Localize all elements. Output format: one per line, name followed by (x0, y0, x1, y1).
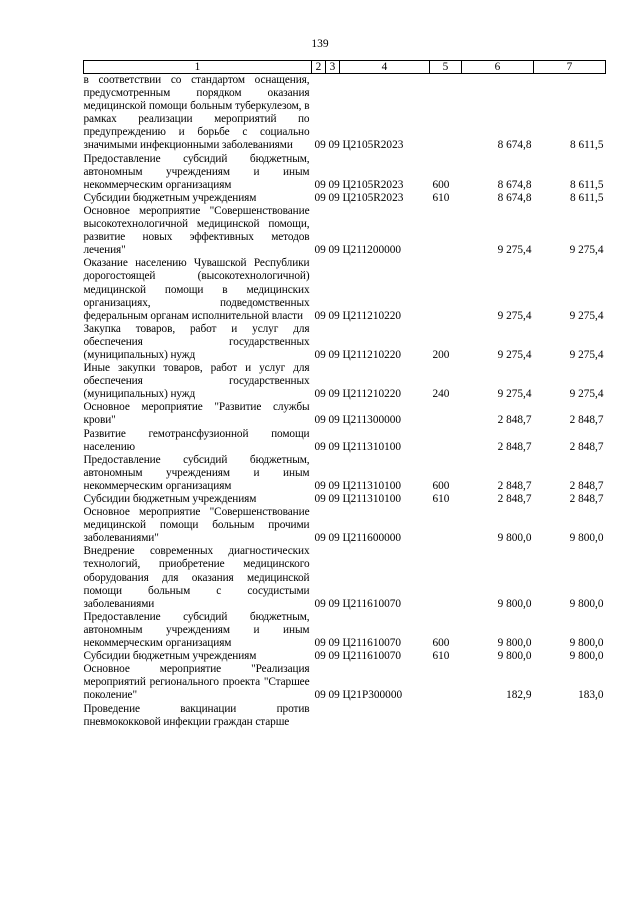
table-row (84, 493, 606, 506)
row-amount-year-2: 9 275,4 (569, 244, 604, 257)
row-expense-type (430, 428, 462, 454)
row-amount-year-1: 8 674,8 (497, 191, 532, 204)
row-target-article: Ц211610070 (342, 650, 402, 663)
row-amount-year-1: 182,9 (506, 689, 532, 702)
row-subsection: 09 (328, 178, 340, 191)
row-expense-type (430, 703, 462, 729)
row-target-article: Ц211300000 (342, 414, 402, 427)
row-subsection: 09 (328, 637, 340, 650)
row-subsection (326, 703, 340, 729)
row-section: 09 (314, 348, 326, 361)
column-header-4: 4 (340, 61, 430, 74)
row-section: 09 (314, 597, 326, 610)
row-name: Предоставление субсидий бюджетным, автономным учреждениям и иным некоммерческим организациям (83, 453, 310, 492)
table-row (84, 257, 606, 322)
row-subsection: 09 (328, 479, 340, 492)
row-amount-year-1: 8 674,8 (497, 178, 532, 191)
row-name: Основное мероприятие "Совершенствование высокотехнологичной медицинской помощи, развитие новых эффективных методов лечения" (83, 204, 310, 257)
row-subsection: 09 (328, 689, 340, 702)
table-row (84, 153, 606, 192)
row-target-article: Ц211310100 (342, 493, 402, 505)
table-row (84, 362, 606, 401)
row-target-article: Ц2105R2023 (342, 139, 404, 152)
row-section: 09 (314, 689, 326, 702)
row-subsection: 09 (328, 139, 340, 152)
row-subsection: 09 (328, 597, 340, 610)
row-expense-type (430, 205, 462, 257)
row-target-article: Ц211200000 (342, 244, 402, 257)
row-expense-type: 240 (432, 388, 450, 401)
row-amount-year-2: 2 848,7 (569, 440, 604, 453)
row-section: 09 (314, 139, 326, 152)
row-target-article: Ц211210220 (342, 348, 402, 361)
column-header-2: 2 (312, 61, 326, 74)
row-subsection: 09 (328, 493, 340, 505)
row-name: Иные закупки товаров, работ и услуг для обеспечения государственных (муниципальных) нужд (83, 362, 310, 401)
row-expense-type (430, 545, 462, 610)
row-name: Субсидии бюджетным учреждениям (83, 493, 257, 505)
row-section: 09 (314, 650, 326, 663)
row-name: в соответствии со стандартом оснащения, предусмотренным порядком оказания медицинской помощи больным туберкулезом, в рамках реализации мероприятий по предупреждению и борьбе с социально значимыми инфекционными заболеваниями (83, 74, 310, 152)
row-section (312, 703, 326, 729)
row-target-article: Ц2105R2023 (342, 178, 404, 191)
row-name: Проведение вакцинации против пневмококковой инфекции граждан старше (83, 702, 310, 728)
table-row (84, 663, 606, 702)
row-target-article: Ц2105R2023 (342, 191, 404, 204)
row-section: 09 (314, 388, 326, 401)
table-header-row (84, 61, 606, 74)
table-row (84, 454, 606, 493)
row-target-article: Ц211610070 (342, 637, 402, 650)
row-subsection: 09 (328, 532, 340, 545)
row-amount-year-2: 2 848,7 (569, 493, 604, 505)
row-target-article: Ц21Р300000 (342, 689, 403, 702)
row-name: Предоставление субсидий бюджетным, автономным учреждениям и иным некоммерческим организациям (83, 152, 310, 191)
row-expense-type (430, 74, 462, 153)
row-amount-year-1: 9 275,4 (497, 388, 532, 401)
row-amount-year-1: 9 800,0 (497, 597, 532, 610)
row-amount-year-2: 9 275,4 (569, 309, 604, 322)
table-row (84, 192, 606, 205)
row-name: Основное мероприятие "Развитие службы крови" (83, 401, 310, 427)
row-target-article: Ц211310100 (342, 440, 402, 453)
column-header-3: 3 (326, 61, 340, 74)
table-row (84, 323, 606, 362)
row-name: Внедрение современных диагностических технологий, приобретение медицинского оборудования для оказания медицинской помощи больным с сосудистыми заболеваниями (83, 545, 310, 610)
row-amount-year-1: 9 800,0 (497, 650, 532, 663)
row-amount-year-2: 9 275,4 (569, 348, 604, 361)
row-expense-type: 600 (432, 178, 450, 191)
row-subsection: 09 (328, 440, 340, 453)
row-section: 09 (314, 309, 326, 322)
row-expense-type (430, 401, 462, 427)
row-amount-year-1: 9 275,4 (497, 244, 532, 257)
column-header-7: 7 (534, 61, 606, 74)
row-expense-type: 600 (432, 637, 450, 650)
row-amount-year-2: 8 611,5 (570, 139, 604, 152)
table-row (84, 205, 606, 257)
row-subsection: 09 (328, 414, 340, 427)
row-amount-year-2: 2 848,7 (569, 414, 604, 427)
row-section: 09 (314, 191, 326, 204)
row-amount-year-1: 8 674,8 (497, 139, 532, 152)
row-amount-year-2: 9 800,0 (569, 532, 604, 545)
row-amount-year-2 (534, 703, 606, 729)
row-amount-year-2: 8 611,5 (570, 191, 604, 204)
row-amount-year-2: 8 611,5 (570, 178, 604, 191)
row-name: Развитие гемотрансфузионной помощи населению (83, 427, 310, 453)
row-amount-year-2: 2 848,7 (569, 479, 604, 492)
row-target-article: Ц211610070 (342, 597, 402, 610)
row-name: Предоставление субсидий бюджетным, автономным учреждениям и иным некоммерческим организациям (83, 610, 310, 650)
row-target-article: Ц211600000 (342, 532, 402, 545)
row-expense-type: 600 (432, 479, 450, 492)
row-amount-year-1: 2 848,7 (497, 479, 532, 492)
row-name: Основное мероприятие "Реализация мероприятий регионального проекта "Старшее поколение" (83, 663, 310, 702)
row-expense-type: 610 (432, 191, 450, 204)
row-amount-year-2: 9 800,0 (569, 637, 604, 650)
row-expense-type: 610 (432, 650, 450, 663)
table-row (84, 74, 606, 153)
row-section: 09 (314, 479, 326, 492)
row-expense-type (430, 506, 462, 545)
table-body (84, 74, 606, 729)
row-expense-type: 200 (432, 348, 450, 361)
row-section: 09 (314, 637, 326, 650)
row-subsection: 09 (328, 244, 340, 257)
row-target-article: Ц211310100 (342, 479, 402, 492)
row-amount-year-1: 9 275,4 (497, 348, 532, 361)
row-section: 09 (314, 440, 326, 453)
row-name: Оказание населению Чувашской Республики дорогостоящей (высокотехнологичной) медицинской помощи в медицинских организациях, подведомственных федеральным органам исполнительной власти (83, 257, 310, 322)
row-target-article: Ц211210220 (342, 309, 402, 322)
row-amount-year-2: 9 275,4 (569, 388, 604, 401)
table-row (84, 506, 606, 545)
row-section: 09 (314, 244, 326, 257)
table-row (84, 650, 606, 663)
row-amount-year-2: 9 800,0 (569, 650, 604, 663)
table-row (84, 545, 606, 610)
row-target-article: Ц211210220 (342, 388, 402, 401)
column-header-5: 5 (430, 61, 462, 74)
row-expense-type (430, 663, 462, 702)
table-row (84, 428, 606, 454)
row-subsection: 09 (328, 309, 340, 322)
column-header-1: 1 (84, 61, 312, 74)
row-expense-type (430, 257, 462, 322)
row-amount-year-1: 2 848,7 (497, 493, 532, 505)
row-amount-year-1: 2 848,7 (497, 414, 532, 427)
column-header-6: 6 (462, 61, 534, 74)
row-section: 09 (314, 414, 326, 427)
row-name: Субсидии бюджетным учреждениям (83, 650, 257, 663)
budget-table (83, 60, 606, 729)
row-section: 09 (314, 178, 326, 191)
row-section: 09 (314, 532, 326, 545)
row-amount-year-2: 183,0 (578, 689, 604, 702)
page-number: 139 (311, 38, 329, 50)
table-row (84, 401, 606, 427)
row-amount-year-2: 9 800,0 (569, 597, 604, 610)
row-subsection: 09 (328, 191, 340, 204)
table-row (84, 611, 606, 650)
row-name: Закупка товаров, работ и услуг для обеспечения государственных (муниципальных) нужд (83, 322, 310, 361)
row-subsection: 09 (328, 348, 340, 361)
table-row (84, 703, 606, 729)
row-amount-year-1 (462, 703, 534, 729)
row-section: 09 (314, 493, 326, 505)
row-expense-type: 610 (432, 493, 450, 505)
row-name: Основное мероприятие "Совершенствование медицинской помощи больным прочими заболеваниями" (83, 506, 310, 545)
row-subsection: 09 (328, 650, 340, 663)
row-amount-year-1: 2 848,7 (497, 440, 532, 453)
row-name: Субсидии бюджетным учреждениям (83, 191, 257, 204)
row-target-article (340, 703, 430, 729)
row-subsection: 09 (328, 388, 340, 401)
row-amount-year-1: 9 800,0 (497, 637, 532, 650)
row-amount-year-1: 9 275,4 (497, 309, 532, 322)
row-amount-year-1: 9 800,0 (497, 532, 532, 545)
